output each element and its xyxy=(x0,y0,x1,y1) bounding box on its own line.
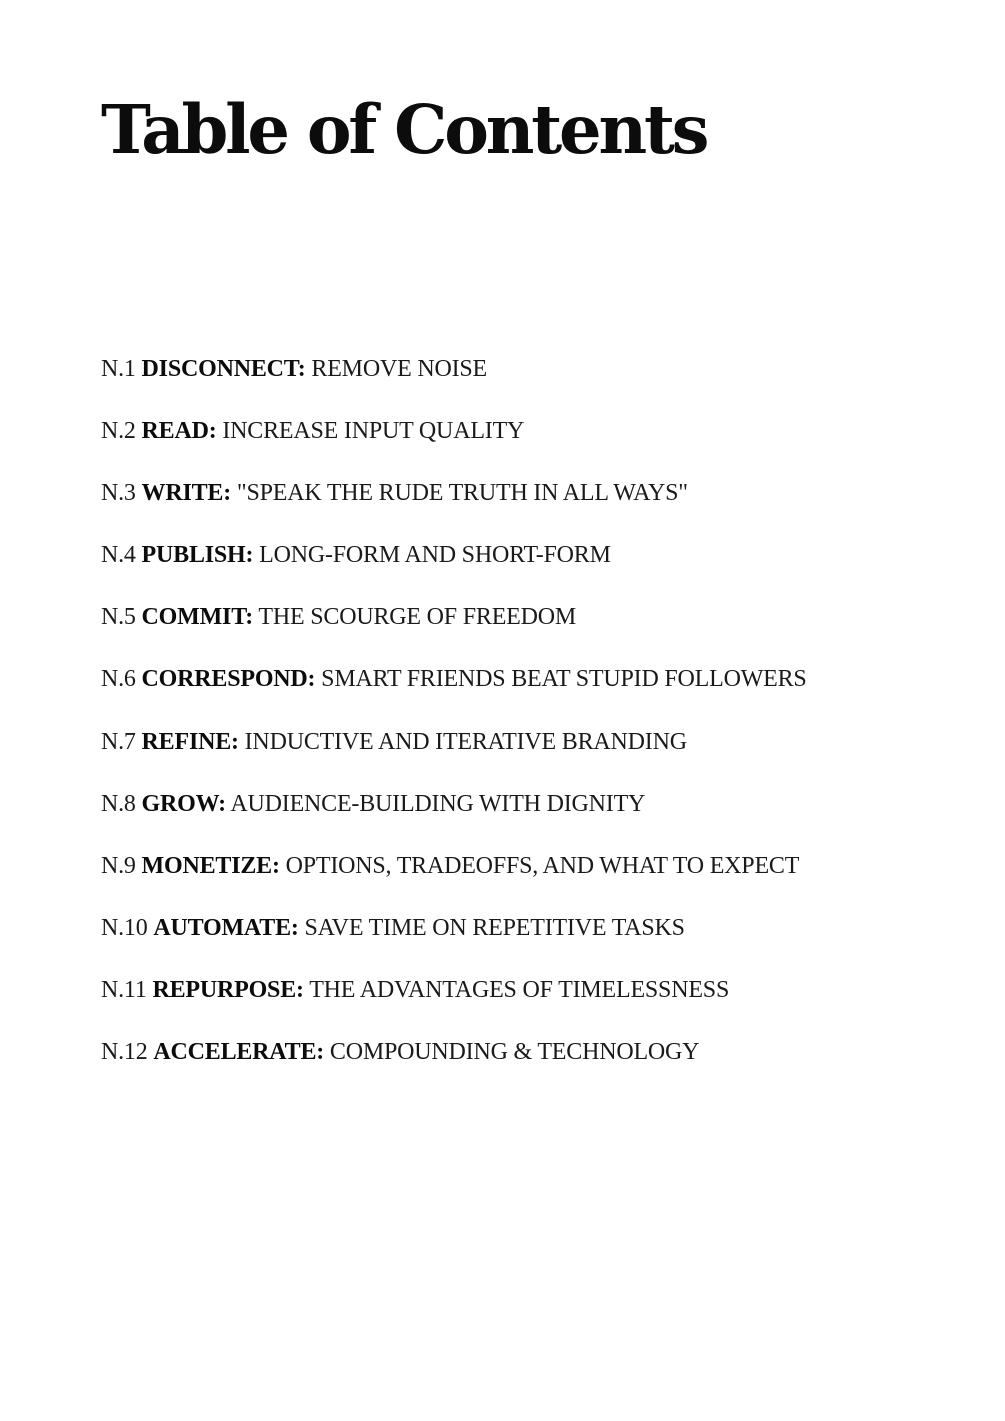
toc-entry-keyword: PUBLISH: xyxy=(141,542,254,569)
toc-entry-description: THE ADVANTAGES OF TIMELESSNESS xyxy=(309,976,730,1003)
toc-entry[interactable] xyxy=(101,352,807,414)
toc-entry-number: N.5 xyxy=(101,604,136,631)
toc-entry[interactable] xyxy=(101,787,807,849)
toc-entry-description: OPTIONS, TRADEOFFS, AND WHAT TO EXPECT xyxy=(285,852,800,879)
toc-entry[interactable] xyxy=(101,600,807,662)
toc-entry-keyword: AUTOMATE: xyxy=(153,914,299,941)
toc-entry-description: INCREASE INPUT QUALITY xyxy=(222,418,525,445)
toc-entry-keyword: REPURPOSE: xyxy=(152,976,304,1003)
toc-entry-description: "SPEAK THE RUDE TRUTH IN ALL WAYS" xyxy=(236,480,688,507)
toc-entry-number: N.11 xyxy=(101,976,147,1003)
toc-entry[interactable] xyxy=(101,1035,807,1097)
toc-entry-description: SMART FRIENDS BEAT STUPID FOLLOWERS xyxy=(321,666,807,693)
page-title: Table of Contents xyxy=(101,90,707,169)
toc-entry-number: N.6 xyxy=(101,666,136,693)
toc-entry[interactable] xyxy=(101,973,807,1035)
toc-entry-keyword: ACCELERATE: xyxy=(153,1039,325,1066)
toc-entry-number: N.1 xyxy=(101,356,136,382)
toc-entry-keyword: READ: xyxy=(141,418,217,445)
toc-entry-keyword: GROW: xyxy=(141,790,226,817)
toc-entry[interactable] xyxy=(101,725,807,787)
toc-entry-description: COMPOUNDING & TECHNOLOGY xyxy=(329,1039,700,1066)
toc-entry-keyword: COMMIT: xyxy=(141,604,254,631)
toc-entry-keyword: REFINE: xyxy=(141,728,239,755)
toc-entry-number: N.10 xyxy=(101,914,148,941)
table-of-contents-list xyxy=(101,352,807,1097)
toc-entry-description: INDUCTIVE AND ITERATIVE BRANDING xyxy=(244,728,687,755)
toc-entry-description: THE SCOURGE OF FREEDOM xyxy=(258,604,577,631)
toc-entry-description: SAVE TIME ON REPETITIVE TASKS xyxy=(304,914,685,941)
toc-entry-description: REMOVE NOISE xyxy=(311,356,488,382)
toc-entry-number: N.7 xyxy=(101,728,136,755)
toc-entry-description: LONG-FORM AND SHORT-FORM xyxy=(259,542,611,569)
toc-entry-keyword: CORRESPOND: xyxy=(141,666,316,693)
toc-entry[interactable] xyxy=(101,849,807,911)
toc-entry[interactable] xyxy=(101,662,807,724)
toc-entry[interactable] xyxy=(101,911,807,973)
toc-entry-number: N.2 xyxy=(101,418,136,445)
toc-entry-number: N.8 xyxy=(101,790,136,817)
toc-entry-keyword: DISCONNECT: xyxy=(141,356,306,382)
toc-entry[interactable] xyxy=(101,476,807,538)
toc-entry[interactable] xyxy=(101,538,807,600)
toc-entry-keyword: MONETIZE: xyxy=(141,852,280,879)
toc-entry-keyword: WRITE: xyxy=(141,480,232,507)
toc-entry-number: N.3 xyxy=(101,480,136,507)
toc-entry-description: AUDIENCE-BUILDING WITH DIGNITY xyxy=(230,790,646,817)
toc-entry-number: N.4 xyxy=(101,542,136,569)
toc-entry-number: N.9 xyxy=(101,852,136,879)
toc-entry[interactable] xyxy=(101,414,807,476)
toc-entry-number: N.12 xyxy=(101,1039,148,1066)
